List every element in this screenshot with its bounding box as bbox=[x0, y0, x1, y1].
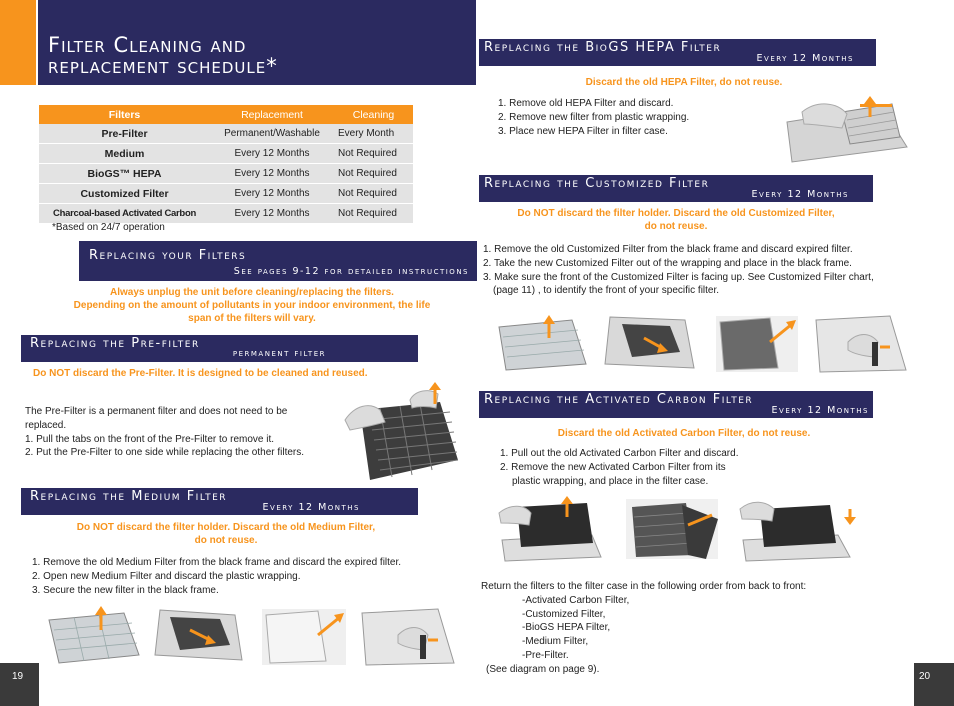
row-filter: Pre-Filter bbox=[101, 127, 148, 140]
pre-filter-title: Replacing the Pre-filter bbox=[30, 336, 200, 351]
row-cleaning: Not Required bbox=[338, 168, 397, 179]
page-number-19: 19 bbox=[12, 671, 24, 682]
list-item: -BioGS HEPA Filter, bbox=[522, 622, 611, 634]
hepa-filter-steps bbox=[498, 97, 689, 138]
row-filter: Charcoal-based Activated Carbon bbox=[53, 208, 196, 219]
medium-filter-steps bbox=[32, 556, 401, 597]
hepa-filter-subtitle: Every 12 Months bbox=[756, 53, 854, 64]
return-order-intro: Return the filters to the filter case in the following order from back to front: bbox=[481, 581, 807, 592]
unplug-warning bbox=[40, 286, 464, 325]
customized-filter-title: Replacing the Customized Filter bbox=[484, 176, 710, 191]
list-item: -Customized Filter, bbox=[522, 608, 606, 620]
left-page-footer bbox=[0, 663, 39, 706]
customized-filter-step1: 1. Remove the old Customized Filter from the black frame and discard expired filter. bbox=[483, 244, 853, 255]
medium-filter-step1: 1. Remove the old Medium Filter from the black frame and discard the expired filter. bbox=[32, 557, 402, 568]
customized-filter-photo-2 bbox=[600, 312, 700, 374]
hepa-filter-warning: Discard the old HEPA Filter, do not reuse. bbox=[585, 77, 783, 88]
table-header-row bbox=[39, 105, 413, 124]
row-filter: Customized Filter bbox=[80, 187, 169, 200]
pre-filter-line2: replaced. bbox=[25, 419, 67, 431]
row-filter: BioGS™ HEPA bbox=[87, 167, 162, 180]
pre-filter-bar bbox=[21, 335, 418, 362]
medium-filter-bar bbox=[21, 488, 418, 515]
hepa-filter-bar bbox=[479, 39, 876, 66]
header-cleaning: Cleaning bbox=[352, 108, 395, 121]
row-cleaning: Not Required bbox=[338, 208, 397, 219]
hepa-filter-step1: 1. Remove old HEPA Filter and discard. bbox=[498, 98, 674, 109]
medium-filter-warning-line1: Do NOT discard the filter holder. Discard the old Medium Filter, bbox=[76, 522, 376, 533]
medium-filter-photo-2 bbox=[150, 605, 248, 665]
row-replacement: Permanent/Washable bbox=[224, 128, 320, 139]
row-cleaning: Not Required bbox=[338, 188, 397, 199]
table-row bbox=[39, 164, 413, 184]
replacing-filters-title: Replacing your Filters bbox=[89, 248, 247, 263]
carbon-filter-step2b: plastic wrapping, and place in the filter case. bbox=[512, 475, 709, 487]
pre-filter-photo bbox=[340, 380, 465, 486]
medium-filter-photo-4 bbox=[358, 605, 464, 667]
table-row bbox=[39, 144, 413, 164]
unplug-warning-line2: Depending on the amount of pollutants in your indoor environment, the life bbox=[73, 300, 431, 311]
list-item: -Medium Filter, bbox=[522, 636, 589, 648]
carbon-filter-bar bbox=[479, 391, 873, 418]
pre-filter-subtitle: permanent filter bbox=[232, 348, 326, 359]
return-order-see: (See diagram on page 9). bbox=[486, 663, 600, 675]
customized-filter-warning bbox=[479, 207, 873, 233]
header-replacement: Replacement bbox=[241, 108, 303, 121]
pre-filter-line4: 2. Put the Pre-Filter to one side while replacing the other filters. bbox=[25, 447, 305, 459]
list-item: -Pre-Filter. bbox=[522, 649, 569, 661]
customized-filter-photo-4 bbox=[812, 312, 912, 374]
medium-filter-photo-1 bbox=[44, 605, 144, 665]
carbon-filter-photo-3 bbox=[738, 495, 858, 563]
medium-filter-warning bbox=[40, 521, 412, 547]
unplug-warning-line3: span of the filters will vary. bbox=[188, 313, 316, 324]
carbon-filter-warning: Discard the old Activated Carbon Filter, do not reuse. bbox=[557, 428, 811, 439]
medium-filter-photo-3 bbox=[258, 605, 350, 667]
customized-filter-step2: 2. Take the new Customized Filter out of the wrapping and place in the black frame. bbox=[483, 257, 852, 269]
medium-filter-subtitle: Every 12 Months bbox=[262, 502, 360, 513]
customized-filter-warning-line1: Do NOT discard the filter holder. Discard the old Customized Filter, bbox=[517, 208, 835, 219]
page-number-20: 20 bbox=[919, 671, 931, 682]
row-replacement: Every 12 Months bbox=[234, 188, 310, 199]
pre-filter-line3: 1. Pull the tabs on the front of the Pre-Filter to remove it. bbox=[25, 433, 275, 445]
page-title-line2: replacement schedule* bbox=[48, 54, 278, 78]
carbon-filter-step1: 1. Pull out the old Activated Carbon Filter and discard. bbox=[500, 448, 739, 459]
medium-filter-step3: 3. Secure the new filter in the black frame. bbox=[32, 584, 219, 596]
row-cleaning: Every Month bbox=[338, 128, 395, 139]
orange-accent-strip bbox=[0, 0, 36, 85]
pre-filter-warning: Do NOT discard the Pre-Filter. It is designed to be cleaned and reused. bbox=[33, 368, 368, 379]
carbon-filter-photo-1 bbox=[497, 495, 605, 563]
carbon-filter-subtitle: Every 12 Months bbox=[771, 405, 869, 416]
pre-filter-line1: The Pre-Filter is a permanent filter and does not need to be bbox=[25, 406, 288, 417]
table-row bbox=[39, 124, 413, 144]
row-filter: Medium bbox=[104, 147, 145, 160]
customized-filter-bar bbox=[479, 175, 873, 202]
row-replacement: Every 12 Months bbox=[234, 208, 310, 219]
pre-filter-text bbox=[25, 405, 304, 460]
header-filters: Filters bbox=[108, 108, 141, 121]
carbon-filter-photo-2 bbox=[622, 495, 722, 563]
page-title-line1: Filter Cleaning and bbox=[48, 33, 247, 57]
carbon-filter-title: Replacing the Activated Carbon Filter bbox=[484, 392, 754, 407]
customized-filter-steps bbox=[483, 243, 874, 298]
row-replacement: Every 12 Months bbox=[234, 148, 310, 159]
title-banner bbox=[38, 0, 476, 85]
return-order bbox=[481, 580, 806, 677]
hepa-filter-step3: 3. Place new HEPA Filter in filter case. bbox=[498, 125, 668, 137]
customized-filter-warning-line2: do not reuse. bbox=[644, 221, 708, 232]
customized-filter-photo-1 bbox=[494, 312, 590, 374]
medium-filter-step2: 2. Open new Medium Filter and discard the plastic wrapping. bbox=[32, 570, 301, 582]
customized-filter-photo-3 bbox=[712, 312, 802, 374]
carbon-filter-step2a: 2. Remove the new Activated Carbon Filter from its bbox=[500, 461, 726, 473]
customized-filter-step3a: 3. Make sure the front of the Customized Filter is facing up. See Customized Filter chart, bbox=[483, 271, 874, 283]
replacing-filters-bar bbox=[79, 241, 477, 281]
medium-filter-warning-line2: do not reuse. bbox=[194, 535, 258, 546]
schedule-table bbox=[39, 105, 413, 223]
carbon-filter-steps bbox=[500, 447, 738, 488]
list-item: -Activated Carbon Filter, bbox=[522, 594, 630, 606]
hepa-filter-step2: 2. Remove new filter from plastic wrapping. bbox=[498, 111, 690, 123]
medium-filter-title: Replacing the Medium Filter bbox=[30, 489, 228, 504]
unplug-warning-line1: Always unplug the unit before cleaning/replacing the filters. bbox=[110, 287, 394, 298]
row-replacement: Every 12 Months bbox=[234, 168, 310, 179]
row-cleaning: Not Required bbox=[338, 148, 397, 159]
table-footnote: *Based on 24/7 operation bbox=[52, 222, 165, 233]
customized-filter-step3b: (page 11) , to identify the front of your specific filter. bbox=[493, 285, 720, 297]
hepa-filter-photo bbox=[782, 92, 912, 165]
replacing-filters-subtitle: See pages 9-12 for detailed instructions bbox=[233, 266, 469, 277]
customized-filter-subtitle: Every 12 Months bbox=[751, 189, 849, 200]
right-page-footer bbox=[914, 663, 954, 706]
hepa-filter-title: Replacing the BioGS HEPA Filter bbox=[484, 40, 722, 55]
table-row bbox=[39, 184, 413, 204]
